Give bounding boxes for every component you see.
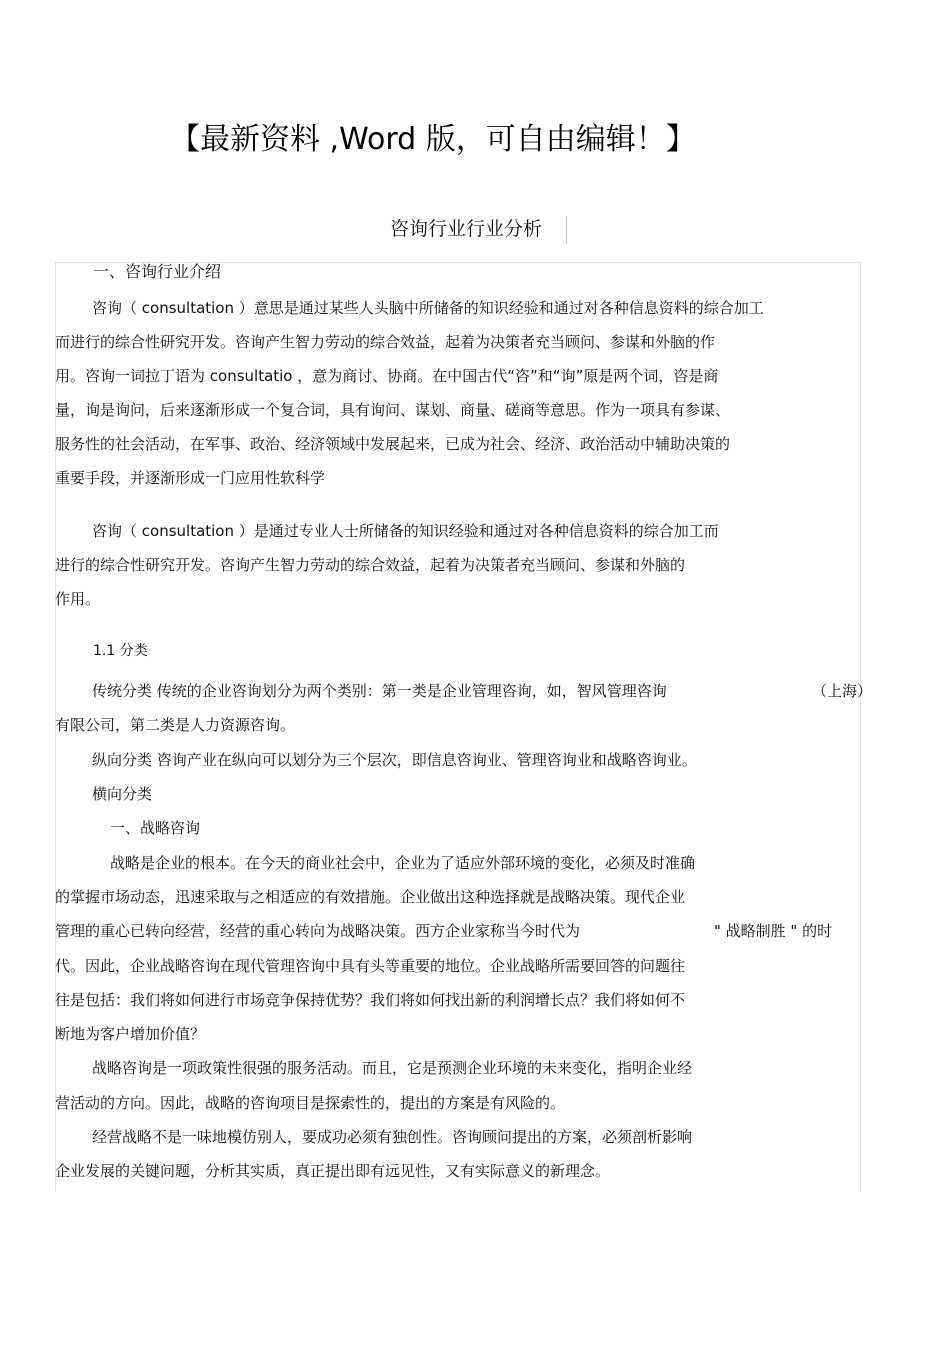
paragraph-line: 战略是企业的根本。在今天的商业社会中，企业为了适应外部环境的变化，必须及时准确	[110, 854, 696, 872]
subsection-heading: 一、战略咨询	[110, 819, 201, 837]
paragraph-line: 用。咨询一词拉丁语为 consultatio ，意为商讨、协商。在中国古代“咨”和“询”原是两个词，咨是商	[55, 367, 719, 385]
paragraph-line: 服务性的社会活动，在军事、政治、经济领域中发展起来，已成为社会、经济、政治活动中辅助决策的	[55, 435, 731, 453]
text-cursor	[566, 216, 567, 244]
paragraph-line: 咨询（ consultation ）意思是通过某些人头脑中所储备的知识经验和通过对各种信息资料的综合加工	[92, 299, 764, 317]
paragraph-line: 战略咨询是一项政策性很强的服务活动。而且，它是预测企业环境的未来变化，指明企业经	[92, 1059, 693, 1077]
paragraph-line: 纵向分类 咨询产业在纵向可以划分为三个层次，即信息咨询业、管理咨询业和战略咨询业。	[92, 751, 697, 769]
paragraph-line: 的掌握市场动态，迅速采取与之相适应的有效措施。企业做出这种选择就是战略决策。现代企业	[55, 888, 686, 906]
paragraph-line: 而进行的综合性研究开发。咨询产生智力劳动的综合效益，起着为决策者充当顾问、参谋和外脑的作	[55, 333, 716, 351]
paragraph-line: 管理的重心已转向经营，经营的重心转向为战略决策。西方企业家称当今时代为	[55, 922, 581, 940]
paragraph-line: 断地为客户增加价值？	[55, 1025, 206, 1043]
paragraph-line: 代。因此，企业战略咨询在现代管理咨询中具有头等重要的地位。企业战略所需要回答的问题往	[55, 957, 686, 975]
paragraph-line: 进行的综合性研究开发。咨询产生智力劳动的综合效益，起着为决策者充当顾问、参谋和外脑的	[55, 556, 686, 574]
paragraph-line-fragment: （上海）	[812, 682, 873, 700]
paragraph-line: 作用。	[55, 590, 101, 608]
paragraph-line: 传统分类 传统的企业咨询划分为两个类别：第一类是企业管理咨询，如，智风管理咨询	[92, 682, 667, 700]
document-banner: 【最新资料 ,Word 版，可自由编辑！】	[170, 122, 696, 157]
section-heading: 一、咨询行业介绍	[93, 262, 222, 281]
paragraph-line: 咨询（ consultation ）是通过专业人士所储备的知识经验和通过对各种信息资料的综合加工而	[92, 522, 719, 540]
paragraph-line: 有限公司，第二类是人力资源咨询。	[55, 716, 296, 734]
content-frame-right-border	[860, 262, 861, 1192]
document-title: 咨询行业行业分析	[390, 218, 543, 240]
subsection-label: 横向分类	[92, 785, 153, 803]
paragraph-line: 重要手段，并逐渐形成一门应用性软科学	[55, 469, 326, 487]
paragraph-line: 经营战略不是一味地模仿别人，要成功必须有独创性。咨询顾问提出的方案，必须剖析影响	[92, 1128, 693, 1146]
paragraph-line: 量，询是询问，后来逐渐形成一个复合词，具有询问、谋划、商量、磋商等意思。作为一项具有参谋、	[55, 401, 731, 419]
paragraph-line: 营活动的方向。因此，战略的咨询项目是探索性的，提出的方案是有风险的。	[55, 1094, 566, 1112]
paragraph-line-fragment: " 战略制胜 " 的时	[714, 922, 833, 940]
paragraph-line: 企业发展的关键问题，分析其实质，真正提出即有远见性，又有实际意义的新理念。	[55, 1162, 611, 1180]
paragraph-line: 往是包括：我们将如何进行市场竞争保持优势？我们将如何找出新的利润增长点？我们将如何不	[55, 991, 686, 1009]
subsection-heading: 1.1 分类	[93, 643, 148, 659]
